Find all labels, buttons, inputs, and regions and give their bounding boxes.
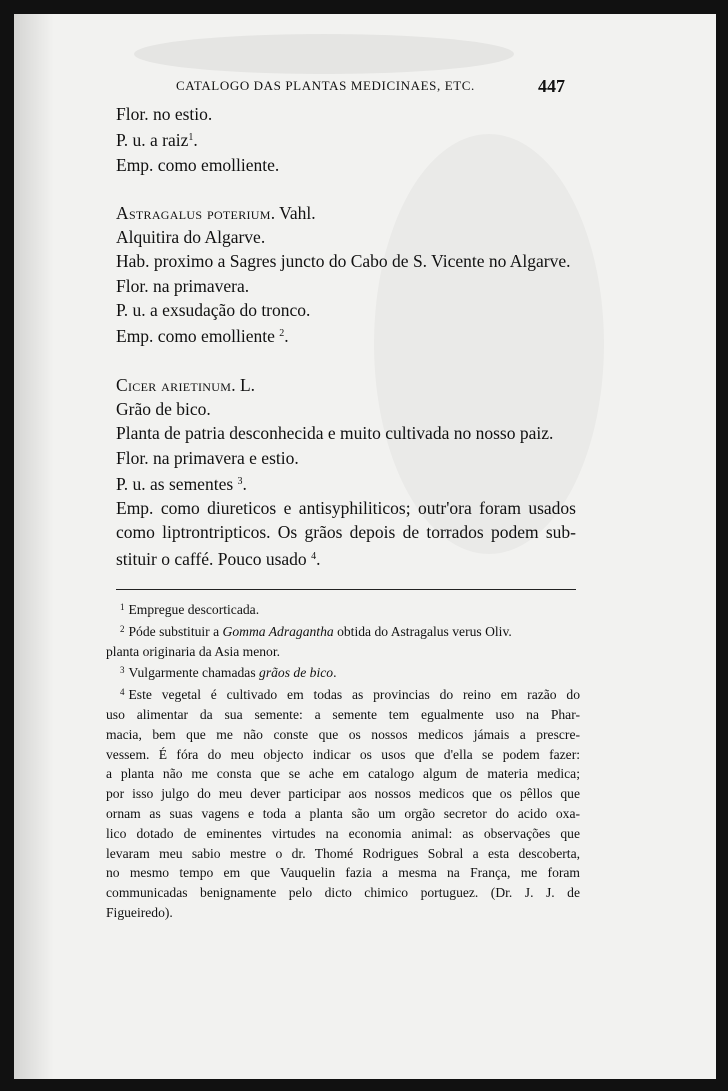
origin-line: Planta de patria desconhecida e muito cultivada no nosso paiz.: [116, 423, 554, 444]
common-name: Grão de bico.: [116, 398, 211, 419]
running-title: CATALOGO DAS PLANTAS MEDICINAES, ETC.: [176, 78, 475, 93]
catalog-body: [116, 102, 576, 571]
part-used-line: P. u. as sementes $^3$.: [116, 473, 247, 494]
footnote-ref: 3: [237, 475, 243, 487]
footnote-divider: [116, 589, 576, 590]
footnote-4-line: Figueiredo).: [106, 904, 173, 920]
footnote-4-line: no mesmo tempo em que Vauquelin fazia a mesma na França, me foram: [106, 865, 580, 881]
footnote-2-cont: planta originaria da Asia menor.: [106, 643, 281, 659]
employment-line: Emp. como diureticos e antisyphiliticos; outr'ora foram usados: [116, 498, 576, 519]
employment-line: Emp. como emolliente.: [116, 154, 280, 175]
footnote-4-line: macia, bem que me não conste que os nossos medicos jámais a prescre-: [106, 726, 580, 742]
footnote-4-line: vessem. É fóra do meu objecto indicar os usos que d'ella se podem fazer:: [106, 746, 580, 762]
page-number: 447: [538, 76, 565, 96]
footnote-1: $^1$ Empregue descorticada.: [120, 602, 260, 617]
footnote-4-line: ornam as suas vagens e toda a planta são um orgão secretor do acido oxa-: [106, 805, 580, 821]
part-used-line: P. u. a raiz$^1$.: [116, 130, 198, 151]
common-name: Alquitira do Algarve.: [116, 227, 266, 248]
part-used-line: P. u. a exsudação do tronco.: [116, 300, 311, 321]
species-author: . L.: [231, 374, 256, 395]
footnote-4-line: lico dotado de eminentes virtudes na economia animal: as observações que: [106, 825, 580, 841]
footnote-ref: 4: [311, 550, 317, 562]
species-heading: [116, 373, 576, 397]
employment-line: Emp. como emolliente $^2$.: [116, 326, 289, 347]
footnote-4-line: a planta não me consta que se ache em catalogo algum de materia medica;: [106, 766, 580, 782]
species-author: . Vahl.: [270, 202, 316, 223]
habitat-line: Hab. proximo a Sagres juncto do Cabo de S. Vicente no Algarve.: [116, 251, 571, 272]
footnote-ref: 1: [188, 132, 194, 144]
flowering-line: Flor. na primavera e estio.: [116, 447, 299, 468]
footnote-ref: 2: [279, 328, 285, 340]
footnote-4: $^4$ Este vegetal é cultivado em todas as provincias do reino em razão do: [120, 687, 580, 703]
species-name: Cicer arietinum: [116, 374, 232, 395]
flowering-line: Flor. na primavera.: [116, 275, 250, 296]
footnote-4-line: communicadas benignamente pelo dicto chimico portuguez. (Dr. J. J. de: [106, 885, 580, 901]
footnote-2: $^2$ Póde substituir a Gomma Adragantha obtida do Astragalus verus Oliv.: [120, 623, 512, 639]
footnote-3: $^3$ Vulgarmente chamadas grãos de bico.: [120, 665, 337, 681]
footnote-4-line: levaram meu sabio mestre o dr. Thomé Rodrigues Sobral a esta descoberta,: [106, 845, 580, 861]
flowering-line: Flor. no estio.: [116, 104, 213, 124]
footnotes: [106, 598, 580, 923]
species-name: Astragalus poterium: [116, 202, 271, 223]
employment-line: como liptrontripticos. Os grãos depois de torrados podem sub-: [116, 522, 576, 543]
employment-line: stituir o caffé. Pouco usado $^4$.: [116, 548, 321, 569]
footnote-4-line: por isso julgo do meu dever participar aos nossos medicos que os pêllos que: [106, 786, 580, 802]
footnote-4-line: uso alimentar da sua semente: a semente tem egualmente uso na Phar-: [106, 706, 580, 722]
species-heading: [116, 201, 576, 225]
book-page: [14, 14, 716, 1079]
page-header: [14, 76, 716, 98]
